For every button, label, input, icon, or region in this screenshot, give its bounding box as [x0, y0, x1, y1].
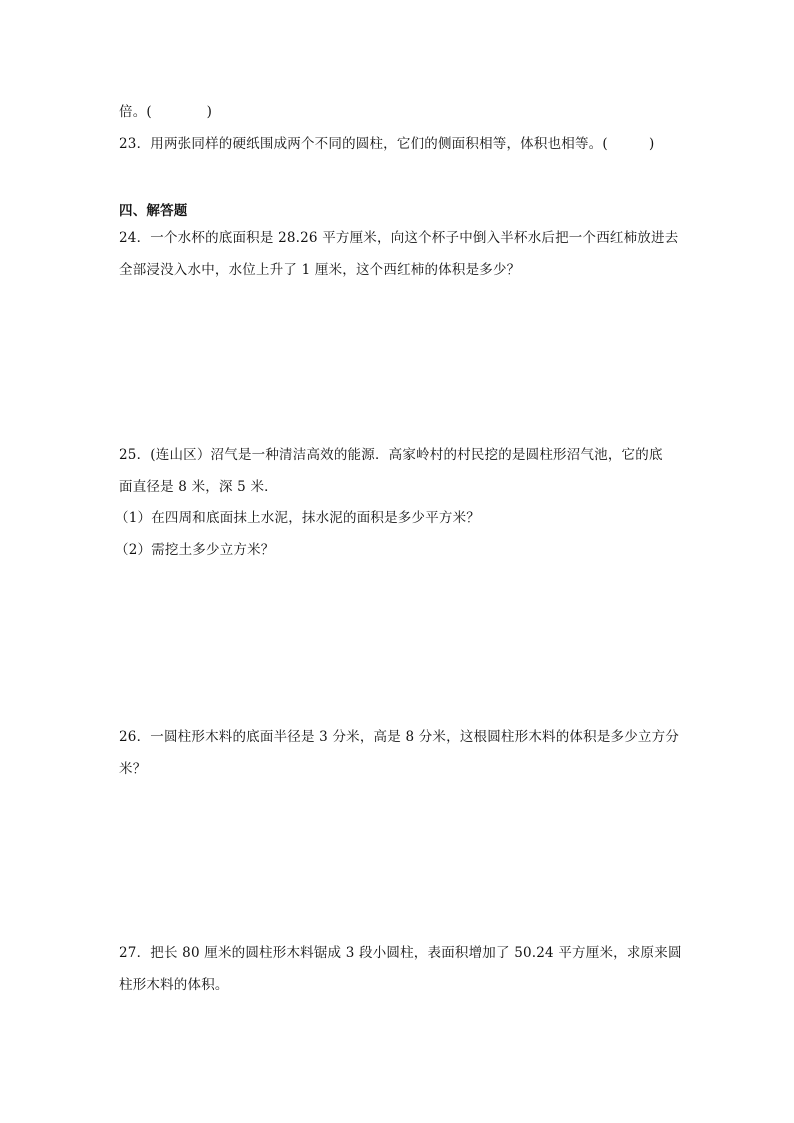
line-q24-2: 全部浸没入水中，水位上升了 1 厘米，这个西红柿的体积是多少？ [119, 262, 521, 278]
line-q26-1: 26．一圆柱形木料的底面半径是 3 分米，高是 8 分米，这根圆柱形木料的体积是多少立方分 [119, 729, 680, 745]
line-q25-1: 25．(连山区）沼气是一种清洁高效的能源．高家岭村的村民挖的是圆柱形沼气池，它的底 [119, 447, 663, 463]
line-q22-end: 倍。( ) [119, 104, 213, 120]
section-heading: 四、解答题 [119, 203, 188, 219]
line-q27-1: 27．把长 80 厘米的圆柱形木料锯成 3 段小圆柱，表面积增加了 50.24 平方厘米，求原来圆 [119, 945, 682, 961]
line-q26-2: 米？ [119, 761, 147, 777]
line-q25-sub2: （2）需挖土多少立方米？ [115, 542, 275, 558]
line-q23: 23．用两张同样的硬纸围成两个不同的圆柱，它们的侧面积相等，体积也相等。( ) [119, 136, 655, 152]
line-q25-sub1: （1）在四周和底面抹上水泥，抹水泥的面积是多少平方米？ [115, 510, 480, 526]
line-q27-2: 柱形木料的体积。 [119, 977, 229, 993]
line-q25-2: 面直径是 8 米，深 5 米． [119, 479, 278, 495]
line-q24-1: 24．一个水杯的底面积是 28.26 平方厘米，向这个杯子中倒入半杯水后把一个西红柿放进去 [119, 230, 679, 246]
